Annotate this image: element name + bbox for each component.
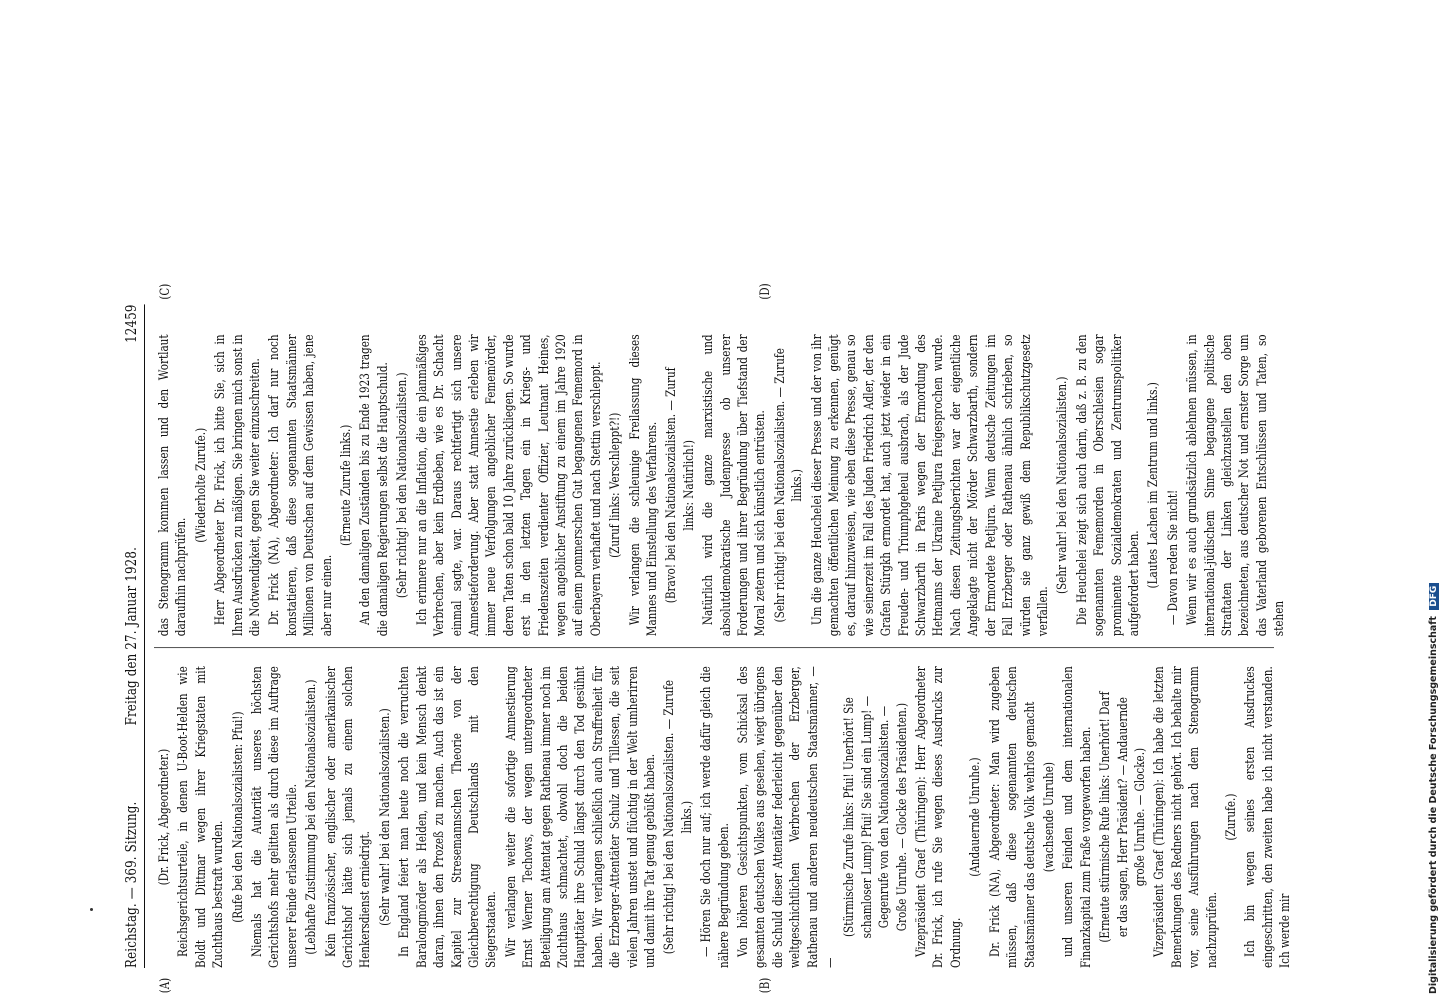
paragraph: An den damaligen Zuständen bis zu Ende 1923 tragen die damaligen Regierungen selbst die Hauptschuld.	[358, 334, 391, 637]
paragraph: Wir verlangen weiter die sofortige Amnestierung Ernst Werner Techows, der wegen untergeordneter Beteiligung am Attentat gegen Rathenau immer noch im Zuchthaus schmachtet, obwohl doch die beiden Haupttäter ihre Schuld längst durch den Tod gesühnt haben. Wir verlangen schließlich auch Straffreiheit für die Erzberger-Attentäter Schulz und Tillessen, die seit vielen Jahren unstet und flüchtig in der Welt umherirren und damit ihre Tat genug gebüßt haben.	[503, 666, 658, 968]
paragraph: — Davon reden Sie nicht!	[1165, 489, 1181, 626]
paragraph: Herr Abgeordneter Dr. Frick, ich bitte Sie, sich in Ihren Ausdrücken zu mäßigen. Sie bringen mich sonst in die Notwendigkeit, gegen Sie weiter einzuschreiten.	[213, 334, 264, 637]
paragraph: Dr. Frick (NA), Abgeordneter: Man wird zugeben müssen, daß diese sogenannten deutschen Staatsmänner das deutsche Volk wehrlos gemacht	[987, 666, 1038, 968]
paragraph: Wenn wir es auch grundsätzlich ablehnen müssen, in international-jüdischem Sinne begangene politische Straftaten der Linken gleichzustellen den oben bezeichneten, aus deutscher Not und ernster Sorge um das Vaterland geborenen Entschlüssen und Taten, so stehen	[1185, 334, 1288, 637]
paragraph: (Sehr wahr! bei den Nationalsozialisten.)	[377, 708, 393, 926]
header-session: Reichstag. — 369. Sitzung.	[122, 801, 140, 968]
paragraph: (Zuruf links: Verschleppt?!)	[608, 412, 624, 558]
paragraph: (Lebhafte Zustimmung bei den Nationalsozialisten.)	[304, 679, 320, 955]
dfg-credit-text: Digitalisierung gefördert durch die Deutsche Forschungsgemeinschaft	[1428, 616, 1439, 994]
running-header	[118, 304, 145, 968]
margin-mark-b: (B)	[758, 977, 773, 994]
paragraph: (Sehr wahr! bei den Nationalsozialisten.)	[1055, 376, 1071, 595]
paragraph: (Bravo! bei den Nationalsozialisten. — Zuruf links: Natürlich!)	[664, 367, 697, 604]
paragraph: Niemals hat die Autorität unseres höchsten Gerichtshofs mehr gelitten als durch diese im Auftrage unserer Feinde erlassenen Urteile.	[250, 666, 300, 968]
dfg-credit-line	[1428, 583, 1439, 994]
right-column	[156, 334, 1296, 636]
margin-mark-c: (C)	[158, 283, 173, 300]
paragraph: (Erneute stürmische Rufe links: Unerhört! Darf er das sagen, Herr Präsident? — Andauernde große Unruhe. — Glocke.)	[1098, 691, 1148, 943]
paragraph: (Sehr richtig! bei den Nationalsozialisten. — Zurufe links.)	[662, 679, 695, 955]
dfg-logo: DFG	[1429, 583, 1439, 610]
paragraph: Von höheren Gesichtspunkten, vom Schicksal des gesamten deutschen Volkes aus gesehen, wiegt übrigens die Schuld dieser Attentäter federleicht gegenüber den weltgeschichtlichen Verbrechen der Erzberger, Rathenau und anderen neudeutschen Staatsmänner, — —	[736, 666, 839, 968]
paragraph: Vizepräsident Graef (Thüringen): Herr Abgeordneter Dr. Frick, ich rufe Sie wegen dieses Ausdrucks zur Ordnung.	[914, 666, 964, 968]
paragraph: (Sehr richtig! bei den Nationalsozialisten.)	[395, 372, 411, 599]
paragraph: (Dr. Frick, Abgeordneter.)	[157, 748, 172, 886]
paragraph: (Sehr richtig! bei den Nationalsozialisten. — Zurufe links.)	[772, 348, 806, 623]
paragraph: — Hören Sie doch nur auf; ich werde dafür gleich die nähere Begründung geben.	[699, 666, 732, 968]
paragraph: (Andauernde Unruhe.)	[968, 757, 984, 877]
paragraph: das Stenogramm kommen lassen und den Wortlaut daraufhin nachprüfen.	[157, 334, 190, 637]
paragraph: Wir verlangen die schleunige Freilassung dieses Mannes und Einstellung des Verfahrens.	[627, 334, 660, 637]
paragraph: (Stürmische Zurufe links: Pfui! Unerhört! Sie schamloser Lump! Pfui! Sie sind ein Lump! — Gegenrufe von den Nationalsozialisten. — Große Unruhe. — Glocke des Präsidenten.)	[842, 695, 910, 939]
paragraph: (Erneute Zurufe links.)	[339, 424, 355, 546]
header-date: Freitag den 27. Januar 1928.	[122, 547, 140, 726]
paragraph: Vizepräsident Graef (Thüringen): Ich habe die letzten Bemerkungen des Redners nicht gehört. Ich behalte mir vor, seine Ausführungen nach dem Stenogramm nachzuprüfen.	[1152, 666, 1220, 968]
rotated-print-page	[118, 283, 1308, 994]
paragraph: Um die ganze Heuchelei dieser Presse und der von ihr gemachten öffentlichen Meinung zu erkennen, genügt es, darauf hinzuweisen, wie eben diese Presse, genau so wie seinerzeit im Fall des Juden Friedrich Adler, der den Grafen Stürgkh ermordet hat, auch jetzt wieder in ein Freuden- und Triumphgeheul ausbrach, als der Jude Schwarzbarth in Paris wegen der Ermordung des Hetmanns der Ukraine Petljura freigesprochen wurde. Nach diesen Zeitungsberichten war der eigentliche Angeklagte nicht der Mörder Schwarzbarth, sondern der Ermordete Petljura. Wenn deutsche Zeitungen im Fall Erzberger oder Rathenau ähnlich schrieben, so würden sie ganz gewiß dem Republikschutzgesetz verfallen.	[809, 334, 1051, 637]
paragraph: (Rufe bei den Nationalsozialisten: Pfui!)	[230, 711, 246, 923]
paragraph: (wachsende Unruhe)	[1041, 761, 1057, 873]
scan-speck	[90, 908, 93, 911]
paragraph: Ich erinnere nur an die Inflation, die ein planmäßiges Verbrechen, aber kein Erdbeben, wie es Dr. Schacht einmal sagte, war. Daraus rechtfertigt sich unsere Amnestieforderung. Aber statt Amnestie erleben wir immer neue Verfolgungen angeblicher Fememörder, deren Taten schon bald 10 Jahre zurückliegen. So wurde erst in den letzten Tagen ein in Kriegs- und Friedenszeiten verdienter Offizier, Leutnant Heines, wegen angeblicher Anstiftung zu einem im Jahre 1920 auf einem pommerschen Gut begangenen Fememord in Oberbayern verhaftet und nach Stettin verschleppt.	[414, 334, 604, 637]
column-rule	[154, 647, 1274, 648]
paragraph: Die Heuchelei zeigt sich auch darin, daß z. B. zu den sogenannten Fememorden in Oberschlesien sogar prominente Sozialdemokraten und Zentrumspolitiker aufgefordert haben.	[1074, 334, 1142, 637]
paragraph: (Lautes Lachen im Zentrum und links.)	[1146, 382, 1162, 589]
paragraph: Natürlich wird die ganze marxistische und absolutdemokratische Judenpresse ob unserer Forderungen und ihrer Begründung über Tiefstand der Moral zetern und sich künstlich entrüsten.	[701, 334, 769, 637]
paragraph: (Wiederholte Zurufe.)	[193, 427, 209, 543]
margin-mark-a: (A)	[158, 977, 173, 994]
paragraph: und unseren Feinden und dem internationalen Finanzkapital zum Fraße vorgeworfen haben.	[1061, 666, 1094, 968]
paragraph: Ich bin wegen seines ersten Ausdruckes eingeschritten, den zweiten habe ich nicht verstanden. Ich werde mir	[1243, 666, 1294, 968]
paragraph: Kein französischer, englischer oder amerikanischer Gerichtshof hätte sich jemals zu einem solchen Henkersdienst erniedrigt.	[323, 666, 374, 968]
paragraph: Reichsgerichtsurteile, in denen U-Boot-Helden wie Boldt und Dittmar wegen ihrer Kriegstaten mit Zuchthaus bestraft wurden.	[176, 666, 227, 968]
left-column	[156, 666, 1296, 968]
paragraph: (Zurufe.)	[1223, 793, 1239, 841]
paragraph: In England feiert man heute noch die verruchten Baralongmörder als Helden, und kein Mensch denkt daran, ihnen den Prozeß zu machen. Auch das ist ein Kapitel zur Stresemannschen Theorie von der Gleichberechtigung Deutschlands mit den Siegerstaaten.	[397, 666, 500, 968]
paragraph: Dr. Frick (NA), Abgeordneter: Ich darf nur noch konstatieren, daß diese sogenannten Staatsmänner Millionen von Deutschen auf dem Gewissen haben, jene aber nur einen.	[267, 334, 335, 637]
header-page-number: 12459	[122, 304, 140, 343]
margin-mark-d: (D)	[758, 283, 773, 300]
